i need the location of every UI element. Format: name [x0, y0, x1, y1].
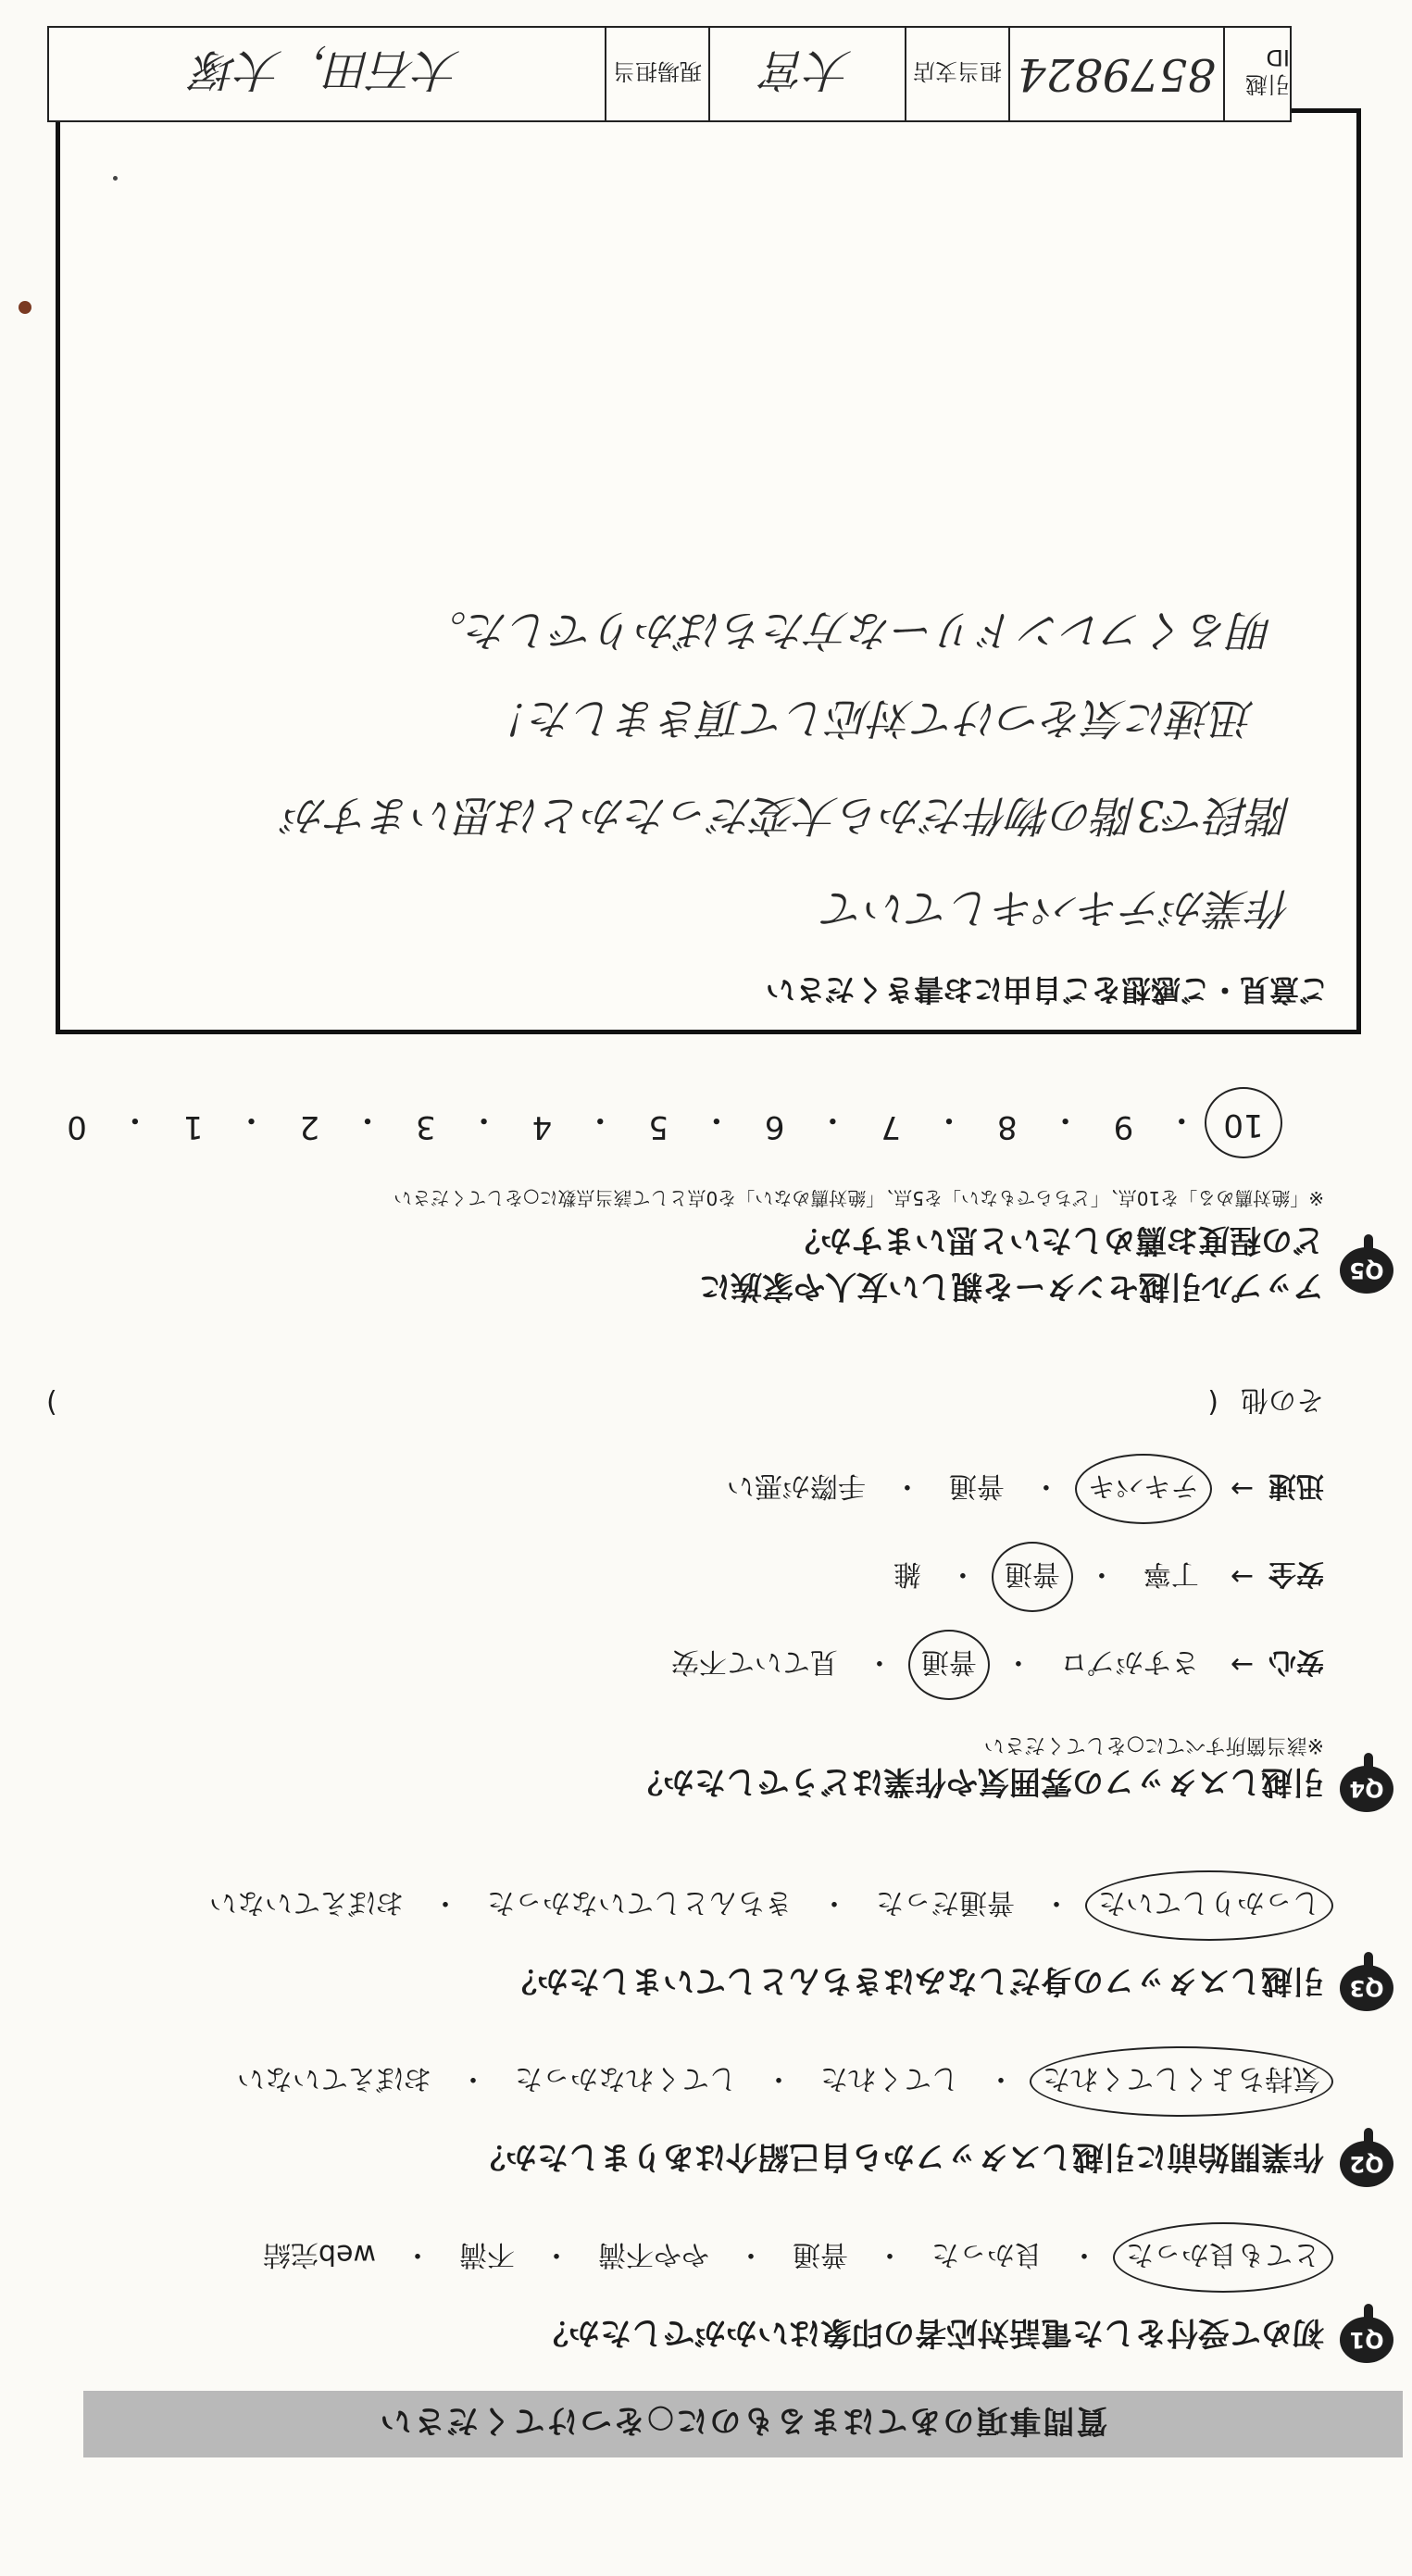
q4-row-jinsoku: 迅速 → テキパキ ・ 普通 ・ 手際が悪い [723, 1467, 1324, 1511]
q2-option-4[interactable]: おぼえていない [237, 2062, 431, 2095]
q4-row-label: 安全 [1268, 1557, 1324, 1590]
q1-title: 初めて受付をした電話対応者の印象はいかがでしたか？ [537, 2314, 1324, 2351]
comment-line-1: 作業がテキパキしていて [823, 883, 1292, 933]
branch-label: 担当支店 [905, 28, 1008, 120]
leader-label: 現場担当 [605, 28, 708, 120]
q4-row2-option-1[interactable]: 丁寧 [1143, 1557, 1199, 1590]
scale-7[interactable]: 7 [881, 1108, 902, 1145]
q3-title: 引越しスタッフの身だしなみはきちんとしていましたか？ [506, 1962, 1324, 1999]
q4-badge: Q4 [1340, 1766, 1393, 1812]
scale-2[interactable]: 2 [299, 1108, 320, 1145]
q2-option-2[interactable]: してくれた [820, 2062, 959, 2095]
q1-option-6[interactable]: web完結 [262, 2238, 376, 2270]
q2-options: 気持ちよくしてくれた ・ してくれた ・ してくれなかった ・ おぼえていない [233, 2059, 1324, 2104]
q2-option-1[interactable]: 気持ちよくしてくれた [1039, 2059, 1324, 2104]
q5-badge: Q5 [1340, 1247, 1393, 1294]
q1-option-4[interactable]: やや不満 [598, 2238, 709, 2270]
instruction-band [83, 2391, 1403, 2457]
scale-8[interactable]: 8 [997, 1108, 1018, 1145]
leader-value: 大石田，大塚 [194, 44, 461, 96]
q2-title: 作業開始前に引越しスタッフから自己紹介はありましたか？ [474, 2138, 1324, 2175]
q3-option-1[interactable]: しっかりしていた [1094, 1883, 1324, 1928]
q4-row-label: 安心 [1268, 1645, 1324, 1678]
comment-line-4: 明るくフレンドリーな方たちばかりでした。 [423, 606, 1273, 656]
q4-row3-option-2[interactable]: 普通 [948, 1469, 1005, 1502]
scale-10[interactable]: 10 [1214, 1100, 1273, 1145]
scan-speck [113, 176, 118, 181]
q1-options: とても良かった ・ 良かった ・ 普通 ・ やや不満 ・ 不満 ・ web完結 [259, 2235, 1324, 2280]
info-table [47, 26, 1292, 122]
q3-badge: Q3 [1340, 1965, 1393, 2011]
arrow-icon: → [1230, 1560, 1254, 1594]
comment-line-2: 階段で3階の物件だから大変だったかとは思いますが [284, 791, 1292, 841]
q4-row1-option-2[interactable]: 普通 [918, 1643, 981, 1687]
q2-badge: Q2 [1340, 2141, 1393, 2187]
q1-option-2[interactable]: 良かった [931, 2238, 1043, 2270]
q4-row1-option-3[interactable]: 見ていて不安 [670, 1645, 838, 1678]
move-id-value: 8579824 [1008, 28, 1223, 120]
q4-title: 引越しスタッフの雰囲気や作業はどうでしたか？ [631, 1763, 1324, 1800]
q5-scale: 10 ・ 9 ・ 8 ・ 7 ・ 6 ・ 5 ・ 4 ・ 3 ・ 2 ・ 1 ・ 0 [51, 1100, 1273, 1145]
q4-row3-option-3[interactable]: 手際が悪い [726, 1469, 866, 1502]
scale-0[interactable]: 0 [67, 1108, 87, 1145]
q4-row-anshin: 安心 → さすがプロ ・ 普通 ・ 見ていて不安 [668, 1643, 1324, 1687]
q4-row3-option-1[interactable]: テキパキ [1084, 1467, 1203, 1511]
instruction-text: 質問事項のあてはまるものに○をつけてください [378, 2402, 1108, 2440]
q4-row-label: 迅速 [1268, 1469, 1324, 1502]
q1-option-5[interactable]: 不満 [459, 2238, 515, 2270]
q4-row2-option-2[interactable]: 普通 [1001, 1555, 1064, 1599]
q5-note: ※「絶対薦める」を10点、「どちらでもない」を5点、「絶対薦めない」を0点として該当点数に○をしてください [394, 1187, 1324, 1209]
scale-1[interactable]: 1 [182, 1108, 204, 1145]
q4-other-row [46, 1382, 1324, 1423]
comment-box[interactable] [56, 108, 1361, 1034]
q4-note: ※該当箇所すべてに○をしてください [983, 1733, 1324, 1757]
q3-option-2[interactable]: 普通だった [876, 1886, 1015, 1919]
q4-row-anzen: 安全 → 丁寧 ・ 普通 ・ 雑 [890, 1555, 1324, 1599]
move-id-label: 引越ID [1223, 28, 1290, 120]
scale-6[interactable]: 6 [764, 1108, 785, 1145]
scale-4[interactable]: 4 [531, 1108, 553, 1145]
q4-other-label: その他 [1241, 1383, 1324, 1416]
q1-badge: Q1 [1340, 2317, 1393, 2363]
branch-value: 大宮 [708, 28, 905, 120]
q5-title-line2: どの程度お薦めしたいと思いますか？ [789, 1221, 1324, 1258]
q1-option-3[interactable]: 普通 [793, 2238, 848, 2270]
arrow-icon: → [1230, 1648, 1254, 1682]
q1-option-1[interactable]: とても良かった [1122, 2235, 1324, 2280]
q2-option-3[interactable]: してくれなかった [515, 2062, 737, 2095]
q3-options: しっかりしていた ・ 普通だった ・ きちんとしていなかった ・ おぼえていない [206, 1883, 1324, 1928]
q3-option-3[interactable]: きちんとしていなかった [487, 1886, 793, 1919]
q4-row1-option-1[interactable]: さすがプロ [1059, 1645, 1199, 1678]
q5-title-line1: アップル引越センターを親しい友人や家族に [699, 1268, 1324, 1305]
q4-other-open: ( [1207, 1386, 1218, 1419]
scale-9[interactable]: 9 [1113, 1108, 1134, 1145]
q4-other-close: ) [46, 1386, 57, 1419]
q4-row2-option-3[interactable]: 雑 [893, 1557, 921, 1590]
comment-line-3: 迅速に気をつけて対応して頂きました！ [488, 694, 1255, 744]
comment-header: ご意見・ご感想をご自由にお書きください [765, 972, 1329, 1007]
arrow-icon: → [1230, 1472, 1254, 1506]
q3-option-4[interactable]: おぼえていない [209, 1886, 404, 1919]
scale-5[interactable]: 5 [648, 1108, 669, 1145]
scan-stain [19, 301, 31, 314]
scale-3[interactable]: 3 [416, 1108, 436, 1145]
